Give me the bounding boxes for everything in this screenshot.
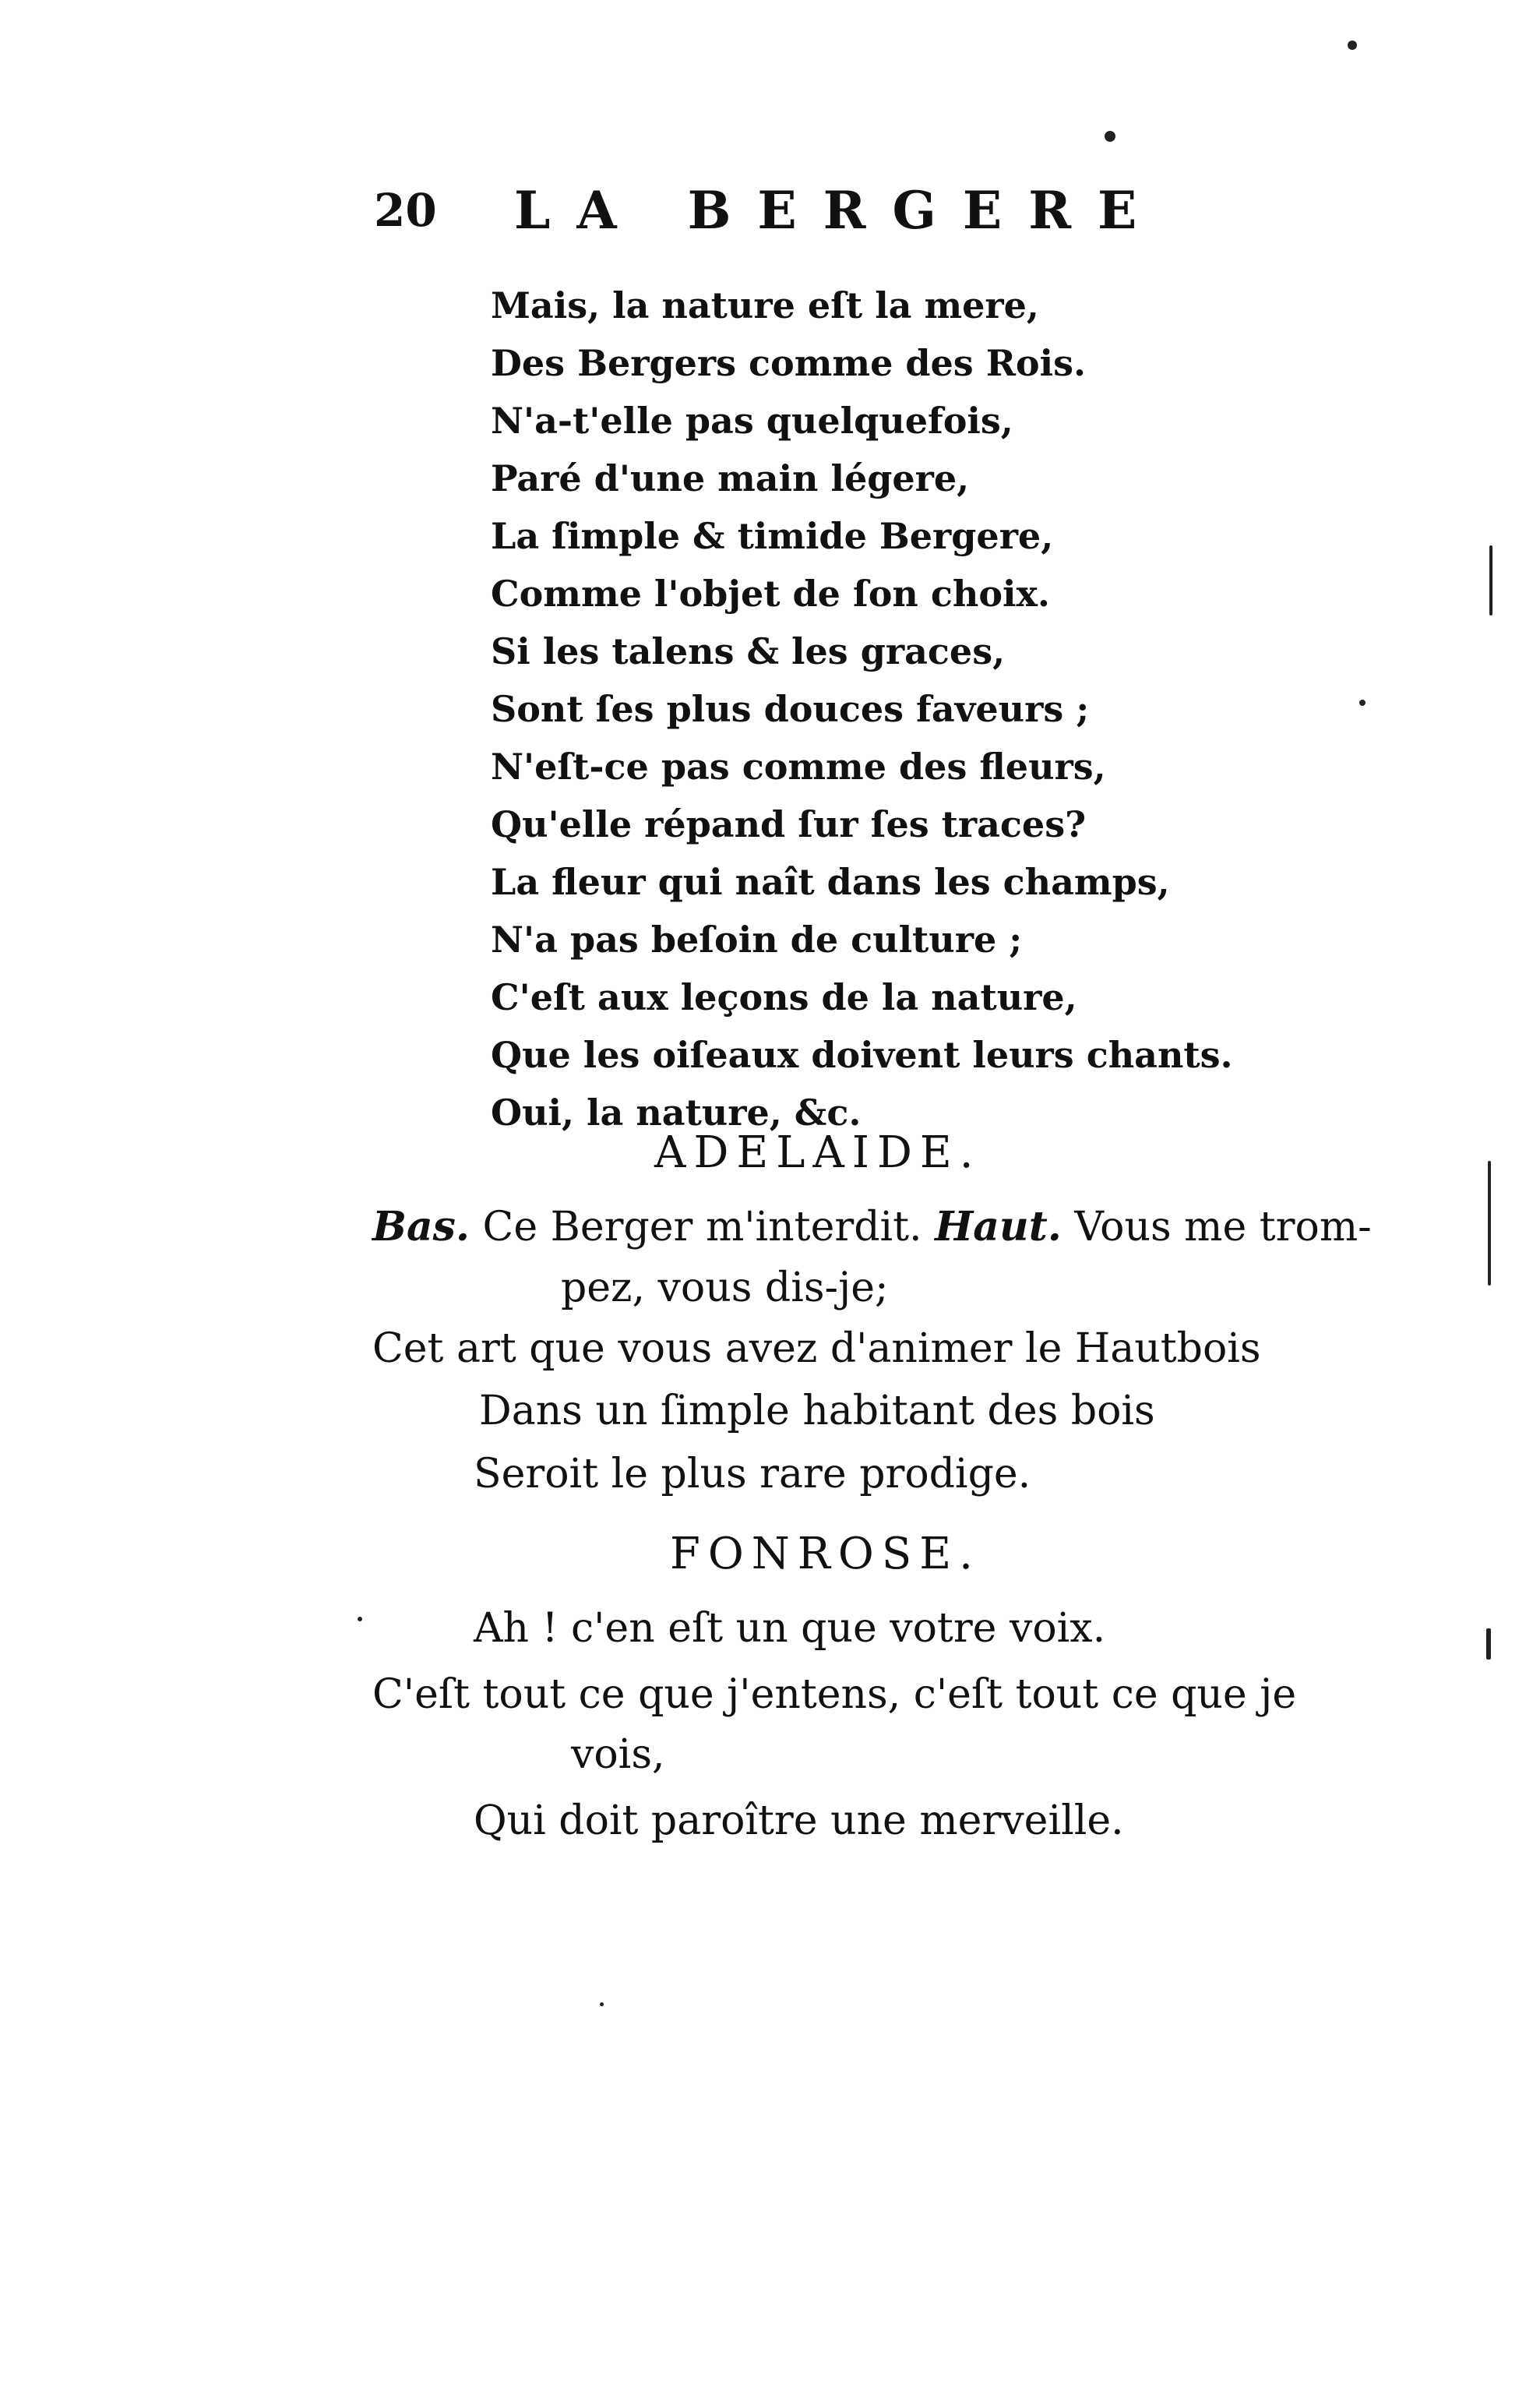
running-head [374,175,1164,245]
verse-line: N'eſt-ce pas comme des fleurs, [491,746,1106,788]
verse-line: Que les oiſeaux doivent leurs chants. [491,1034,1233,1076]
stage-direction-aside: Bas. [372,1203,470,1250]
verse-line: Paré d'une main légere, [491,457,970,499]
verse-line: Qu'elle répand ſur ſes traces? [491,803,1087,845]
dialogue-line: Ah ! c'en eſt un que votre voix. [474,1605,1106,1652]
dialogue-text: Ce Berger m'interdit. [470,1204,936,1250]
verse-line: N'a-t'elle pas quelquefois, [491,400,1013,442]
scan-speck [358,1617,362,1621]
dialogue-line: Dans un ſimple habitant des bois [479,1388,1155,1434]
verse-line: N'a pas beſoin de culture ; [491,919,1023,961]
speaker-name-adelaide: ADELAIDE. [654,1127,981,1178]
verse-line: Comme l'objet de ſon choix. [491,573,1050,615]
verse-line: La ſimple & timide Bergere, [491,515,1054,557]
verse-block [491,277,1270,1141]
verse-line: Si les talens & les graces, [491,630,1006,672]
dialogue-line: Cet art que vous avez d'animer le Hautbois [372,1325,1261,1372]
verse-line: La fleur qui naît dans les champs, [491,861,1170,903]
dialogue-line: Qui doit paroître une merveille. [474,1797,1124,1844]
dialogue-line: pez, vous dis-je; [561,1265,889,1311]
speaker-name-fonrose: FONROSE. [670,1529,981,1579]
dialogue-line: Seroit le plus rare prodige. [474,1451,1031,1497]
dialogue-text: Vous me trom- [1061,1204,1372,1250]
scan-speck [1359,700,1366,706]
dialogue-line: vois, [571,1731,665,1778]
verse-line: C'eſt aux leçons de la nature, [491,976,1077,1018]
scan-speck [1348,41,1357,50]
verse-line: Oui, la nature, &c. [491,1092,862,1134]
verse-line: Des Bergers comme des Rois. [491,342,1086,384]
scan-speck [1489,545,1492,616]
dialogue-line: C'eſt tout ce que j'entens, c'eſt tout ce que je [372,1671,1297,1718]
dialogue-line [372,1196,1372,1258]
scan-speck [1486,1628,1491,1660]
scan-speck [1488,1161,1491,1286]
scan-speck [1105,131,1115,142]
scan-speck [600,2002,604,2006]
verse-line: Mais, la nature eſt la mere, [491,284,1039,326]
stage-direction-aloud: Haut. [935,1203,1062,1250]
running-title: LA BERGERE [514,180,1164,241]
verse-line: Sont ſes plus douces faveurs ; [491,688,1090,730]
page-number: 20 [374,184,437,237]
